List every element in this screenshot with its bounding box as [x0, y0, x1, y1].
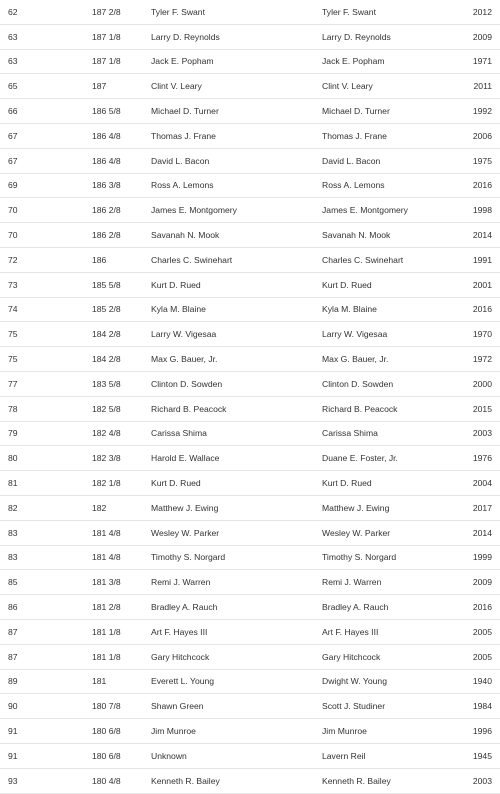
- owner-cell: Bradley A. Rauch: [322, 595, 468, 620]
- owner-cell: Scott J. Studiner: [322, 694, 468, 719]
- hunter-cell: Jack E. Popham: [151, 49, 322, 74]
- rank-cell: 83: [0, 520, 92, 545]
- score-cell: 186 4/8: [92, 123, 151, 148]
- score-cell: 181 4/8: [92, 520, 151, 545]
- rank-cell: 83: [0, 545, 92, 570]
- table-row: [0, 396, 500, 421]
- owner-cell: Kurt D. Rued: [322, 471, 468, 496]
- table-row: [0, 446, 500, 471]
- owner-cell: Wesley W. Parker: [322, 520, 468, 545]
- hunter-cell: Kurt D. Rued: [151, 272, 322, 297]
- hunter-cell: Remi J. Warren: [151, 570, 322, 595]
- hunter-cell: Bradley A. Rauch: [151, 595, 322, 620]
- rank-cell: 77: [0, 371, 92, 396]
- year-cell: 1996: [468, 719, 500, 744]
- owner-cell: Charles C. Swinehart: [322, 247, 468, 272]
- score-cell: 187 1/8: [92, 24, 151, 49]
- hunter-cell: Unknown: [151, 743, 322, 768]
- table-row: [0, 644, 500, 669]
- year-cell: 2014: [468, 520, 500, 545]
- table-row: [0, 322, 500, 347]
- table-row: [0, 595, 500, 620]
- year-cell: 1975: [468, 148, 500, 173]
- rank-cell: 90: [0, 694, 92, 719]
- owner-cell: David L. Bacon: [322, 148, 468, 173]
- owner-cell: Gary Hitchcock: [322, 644, 468, 669]
- year-cell: 2005: [468, 619, 500, 644]
- rank-cell: 78: [0, 396, 92, 421]
- year-cell: 2011: [468, 74, 500, 99]
- rank-cell: 67: [0, 123, 92, 148]
- score-cell: 182 3/8: [92, 446, 151, 471]
- table-row: [0, 768, 500, 793]
- table-row: [0, 495, 500, 520]
- hunter-cell: Timothy S. Norgard: [151, 545, 322, 570]
- table-row: [0, 371, 500, 396]
- year-cell: 2015: [468, 396, 500, 421]
- hunter-cell: Gary Hitchcock: [151, 644, 322, 669]
- year-cell: 2014: [468, 223, 500, 248]
- owner-cell: Jack E. Popham: [322, 49, 468, 74]
- year-cell: 1991: [468, 247, 500, 272]
- score-cell: 182 4/8: [92, 421, 151, 446]
- year-cell: 2001: [468, 272, 500, 297]
- score-cell: 182 5/8: [92, 396, 151, 421]
- owner-cell: James E. Montgomery: [322, 198, 468, 223]
- rank-cell: 72: [0, 247, 92, 272]
- rank-cell: 93: [0, 768, 92, 793]
- hunter-cell: Larry W. Vigesaa: [151, 322, 322, 347]
- rank-cell: 75: [0, 347, 92, 372]
- rank-cell: 79: [0, 421, 92, 446]
- hunter-cell: Harold E. Wallace: [151, 446, 322, 471]
- owner-cell: Tyler F. Swant: [322, 0, 468, 24]
- hunter-cell: Tyler F. Swant: [151, 0, 322, 24]
- rank-cell: 67: [0, 148, 92, 173]
- hunter-cell: Art F. Hayes III: [151, 619, 322, 644]
- owner-cell: Clint V. Leary: [322, 74, 468, 99]
- table-row: [0, 247, 500, 272]
- score-cell: 181 1/8: [92, 619, 151, 644]
- year-cell: 2003: [468, 421, 500, 446]
- hunter-cell: Charles C. Swinehart: [151, 247, 322, 272]
- table-row: [0, 0, 500, 24]
- table-row: [0, 99, 500, 124]
- score-cell: 180 7/8: [92, 694, 151, 719]
- rank-cell: 62: [0, 0, 92, 24]
- table-row: [0, 347, 500, 372]
- table-row: [0, 74, 500, 99]
- hunter-cell: Larry D. Reynolds: [151, 24, 322, 49]
- year-cell: 2000: [468, 371, 500, 396]
- year-cell: 2016: [468, 173, 500, 198]
- owner-cell: Matthew J. Ewing: [322, 495, 468, 520]
- table-row: [0, 123, 500, 148]
- owner-cell: Larry W. Vigesaa: [322, 322, 468, 347]
- score-cell: 181: [92, 669, 151, 694]
- table-row: [0, 148, 500, 173]
- year-cell: 1971: [468, 49, 500, 74]
- hunter-cell: Kenneth R. Bailey: [151, 768, 322, 793]
- score-cell: 181 1/8: [92, 644, 151, 669]
- score-cell: 181 4/8: [92, 545, 151, 570]
- rank-cell: 87: [0, 619, 92, 644]
- table-row: [0, 297, 500, 322]
- year-cell: 2006: [468, 123, 500, 148]
- hunter-cell: David L. Bacon: [151, 148, 322, 173]
- owner-cell: Richard B. Peacock: [322, 396, 468, 421]
- rank-cell: 81: [0, 471, 92, 496]
- table-row: [0, 272, 500, 297]
- table-row: [0, 49, 500, 74]
- table-row: [0, 223, 500, 248]
- score-cell: 181 2/8: [92, 595, 151, 620]
- score-cell: 180 4/8: [92, 768, 151, 793]
- rank-cell: 86: [0, 595, 92, 620]
- score-cell: 187 2/8: [92, 0, 151, 24]
- year-cell: 2016: [468, 595, 500, 620]
- owner-cell: Kurt D. Rued: [322, 272, 468, 297]
- hunter-cell: Shawn Green: [151, 694, 322, 719]
- table-row: [0, 520, 500, 545]
- hunter-cell: Michael D. Turner: [151, 99, 322, 124]
- owner-cell: Carissa Shima: [322, 421, 468, 446]
- rank-cell: 73: [0, 272, 92, 297]
- score-cell: 186 4/8: [92, 148, 151, 173]
- score-cell: 186 5/8: [92, 99, 151, 124]
- score-cell: 187: [92, 74, 151, 99]
- year-cell: 2012: [468, 0, 500, 24]
- year-cell: 2004: [468, 471, 500, 496]
- hunter-cell: Thomas J. Frane: [151, 123, 322, 148]
- table-row: [0, 743, 500, 768]
- hunter-cell: Clint V. Leary: [151, 74, 322, 99]
- table-row: [0, 619, 500, 644]
- rank-cell: 66: [0, 99, 92, 124]
- score-cell: 186 3/8: [92, 173, 151, 198]
- year-cell: 2003: [468, 768, 500, 793]
- year-cell: 1945: [468, 743, 500, 768]
- hunter-cell: Clinton D. Sowden: [151, 371, 322, 396]
- score-cell: 186: [92, 247, 151, 272]
- table-row: [0, 173, 500, 198]
- rank-cell: 69: [0, 173, 92, 198]
- hunter-cell: Everett L. Young: [151, 669, 322, 694]
- year-cell: 2017: [468, 495, 500, 520]
- hunter-cell: Matthew J. Ewing: [151, 495, 322, 520]
- hunter-cell: Jim Munroe: [151, 719, 322, 744]
- table-row: [0, 694, 500, 719]
- score-cell: 182 1/8: [92, 471, 151, 496]
- rank-cell: 65: [0, 74, 92, 99]
- rank-cell: 91: [0, 719, 92, 744]
- owner-cell: Lavern Reil: [322, 743, 468, 768]
- year-cell: 2009: [468, 570, 500, 595]
- table-row: [0, 421, 500, 446]
- owner-cell: Kyla M. Blaine: [322, 297, 468, 322]
- table-row: [0, 198, 500, 223]
- year-cell: 2005: [468, 644, 500, 669]
- owner-cell: Kenneth R. Bailey: [322, 768, 468, 793]
- score-cell: 180 6/8: [92, 743, 151, 768]
- hunter-cell: Ross A. Lemons: [151, 173, 322, 198]
- table-row: [0, 471, 500, 496]
- owner-cell: Remi J. Warren: [322, 570, 468, 595]
- hunter-cell: Carissa Shima: [151, 421, 322, 446]
- owner-cell: Clinton D. Sowden: [322, 371, 468, 396]
- table-row: [0, 669, 500, 694]
- owner-cell: Michael D. Turner: [322, 99, 468, 124]
- hunter-cell: Wesley W. Parker: [151, 520, 322, 545]
- rank-cell: 70: [0, 223, 92, 248]
- year-cell: 1992: [468, 99, 500, 124]
- rank-cell: 89: [0, 669, 92, 694]
- hunter-cell: Richard B. Peacock: [151, 396, 322, 421]
- score-cell: 185 5/8: [92, 272, 151, 297]
- owner-cell: Art F. Hayes III: [322, 619, 468, 644]
- year-cell: 1999: [468, 545, 500, 570]
- score-cell: 181 3/8: [92, 570, 151, 595]
- table-row: [0, 545, 500, 570]
- rank-cell: 87: [0, 644, 92, 669]
- owner-cell: Savanah N. Mook: [322, 223, 468, 248]
- hunter-cell: Savanah N. Mook: [151, 223, 322, 248]
- score-cell: 186 2/8: [92, 198, 151, 223]
- year-cell: 1970: [468, 322, 500, 347]
- year-cell: 2016: [468, 297, 500, 322]
- owner-cell: Max G. Bauer, Jr.: [322, 347, 468, 372]
- rank-cell: 91: [0, 743, 92, 768]
- owner-cell: Dwight W. Young: [322, 669, 468, 694]
- rank-cell: 75: [0, 322, 92, 347]
- year-cell: 2009: [468, 24, 500, 49]
- score-cell: 185 2/8: [92, 297, 151, 322]
- owner-cell: Timothy S. Norgard: [322, 545, 468, 570]
- owner-cell: Jim Munroe: [322, 719, 468, 744]
- rank-cell: 80: [0, 446, 92, 471]
- table-row: [0, 24, 500, 49]
- score-cell: 183 5/8: [92, 371, 151, 396]
- owner-cell: Ross A. Lemons: [322, 173, 468, 198]
- rank-cell: 82: [0, 495, 92, 520]
- table-row: [0, 570, 500, 595]
- score-cell: 187 1/8: [92, 49, 151, 74]
- rank-cell: 63: [0, 24, 92, 49]
- rank-cell: 70: [0, 198, 92, 223]
- rank-cell: 74: [0, 297, 92, 322]
- hunter-cell: Kurt D. Rued: [151, 471, 322, 496]
- year-cell: 1940: [468, 669, 500, 694]
- rank-cell: 85: [0, 570, 92, 595]
- year-cell: 1976: [468, 446, 500, 471]
- score-cell: 184 2/8: [92, 347, 151, 372]
- hunter-cell: Kyla M. Blaine: [151, 297, 322, 322]
- score-cell: 184 2/8: [92, 322, 151, 347]
- year-cell: 1998: [468, 198, 500, 223]
- score-cell: 186 2/8: [92, 223, 151, 248]
- hunter-cell: James E. Montgomery: [151, 198, 322, 223]
- score-cell: 180 6/8: [92, 719, 151, 744]
- table-row: [0, 719, 500, 744]
- score-cell: 182: [92, 495, 151, 520]
- rank-cell: 63: [0, 49, 92, 74]
- hunter-cell: Max G. Bauer, Jr.: [151, 347, 322, 372]
- year-cell: 1984: [468, 694, 500, 719]
- owner-cell: Thomas J. Frane: [322, 123, 468, 148]
- owner-cell: Duane E. Foster, Jr.: [322, 446, 468, 471]
- year-cell: 1972: [468, 347, 500, 372]
- owner-cell: Larry D. Reynolds: [322, 24, 468, 49]
